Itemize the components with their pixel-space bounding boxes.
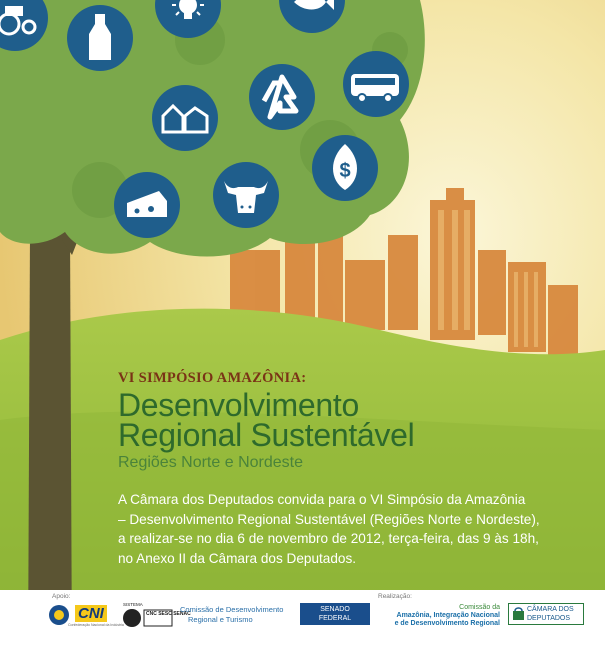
event-title-line1: Desenvolvimento: [118, 387, 359, 423]
comissao-turismo: Comissão de Desenvolvimento Regional e Turismo: [180, 605, 284, 624]
event-kicker: VI SIMPÓSIO AMAZÔNIA:: [118, 370, 307, 386]
senado-federal-logo: SENADO FEDERAL: [300, 603, 370, 625]
event-title-line2: Regional Sustentável: [118, 417, 415, 453]
svg-text:$: $: [339, 160, 351, 182]
milk-bottle-icon: [67, 5, 133, 71]
cheese-icon: [114, 172, 180, 238]
invitation-line-4: no Anexo II da Câmara dos Deputados.: [118, 550, 357, 566]
invitation-text: [118, 490, 598, 568]
invitation-line-1: A Câmara dos Deputados convida para o VI Simpósio da Amazônia: [118, 492, 526, 507]
bus-icon: [343, 51, 409, 117]
sponsors-footer: [0, 590, 605, 666]
event-subtitle: Regiões Norte e Nordeste: [118, 454, 303, 471]
apoio-label: Apoio:: [52, 593, 71, 600]
invitation-line-2: – Desenvolvimento Regional Sustentável (Regiões Norte e Nordeste),: [118, 511, 540, 527]
coat-of-arms-icon: [48, 603, 70, 627]
realizacao-label: Realização:: [378, 593, 412, 600]
houses-icon: [152, 85, 218, 151]
camara-building-icon: [512, 607, 525, 621]
sistema-label: SISTEMA: [123, 602, 143, 607]
comissao-amazonia: Comissão da Amazônia, Integração Nacional e de Desenvolvimento Regional: [394, 604, 500, 627]
money-leaf-icon: [312, 135, 378, 201]
sistema-items: CNC SESC SENAC: [146, 611, 191, 617]
cni-subtitle: Confederação Nacional da Indústria: [68, 623, 124, 627]
cni-logo: CNI: [75, 605, 107, 622]
recycle-icon: [249, 64, 315, 130]
invitation-line-3: a realizar-se no dia 6 de novembro de 2012, terça-feira, das 9 às 18h,: [118, 531, 539, 546]
cattle-icon: [213, 162, 279, 228]
camara-deputados-logo: CÂMARA DOS DEPUTADOS: [508, 603, 584, 625]
event-heading: [118, 370, 588, 472]
